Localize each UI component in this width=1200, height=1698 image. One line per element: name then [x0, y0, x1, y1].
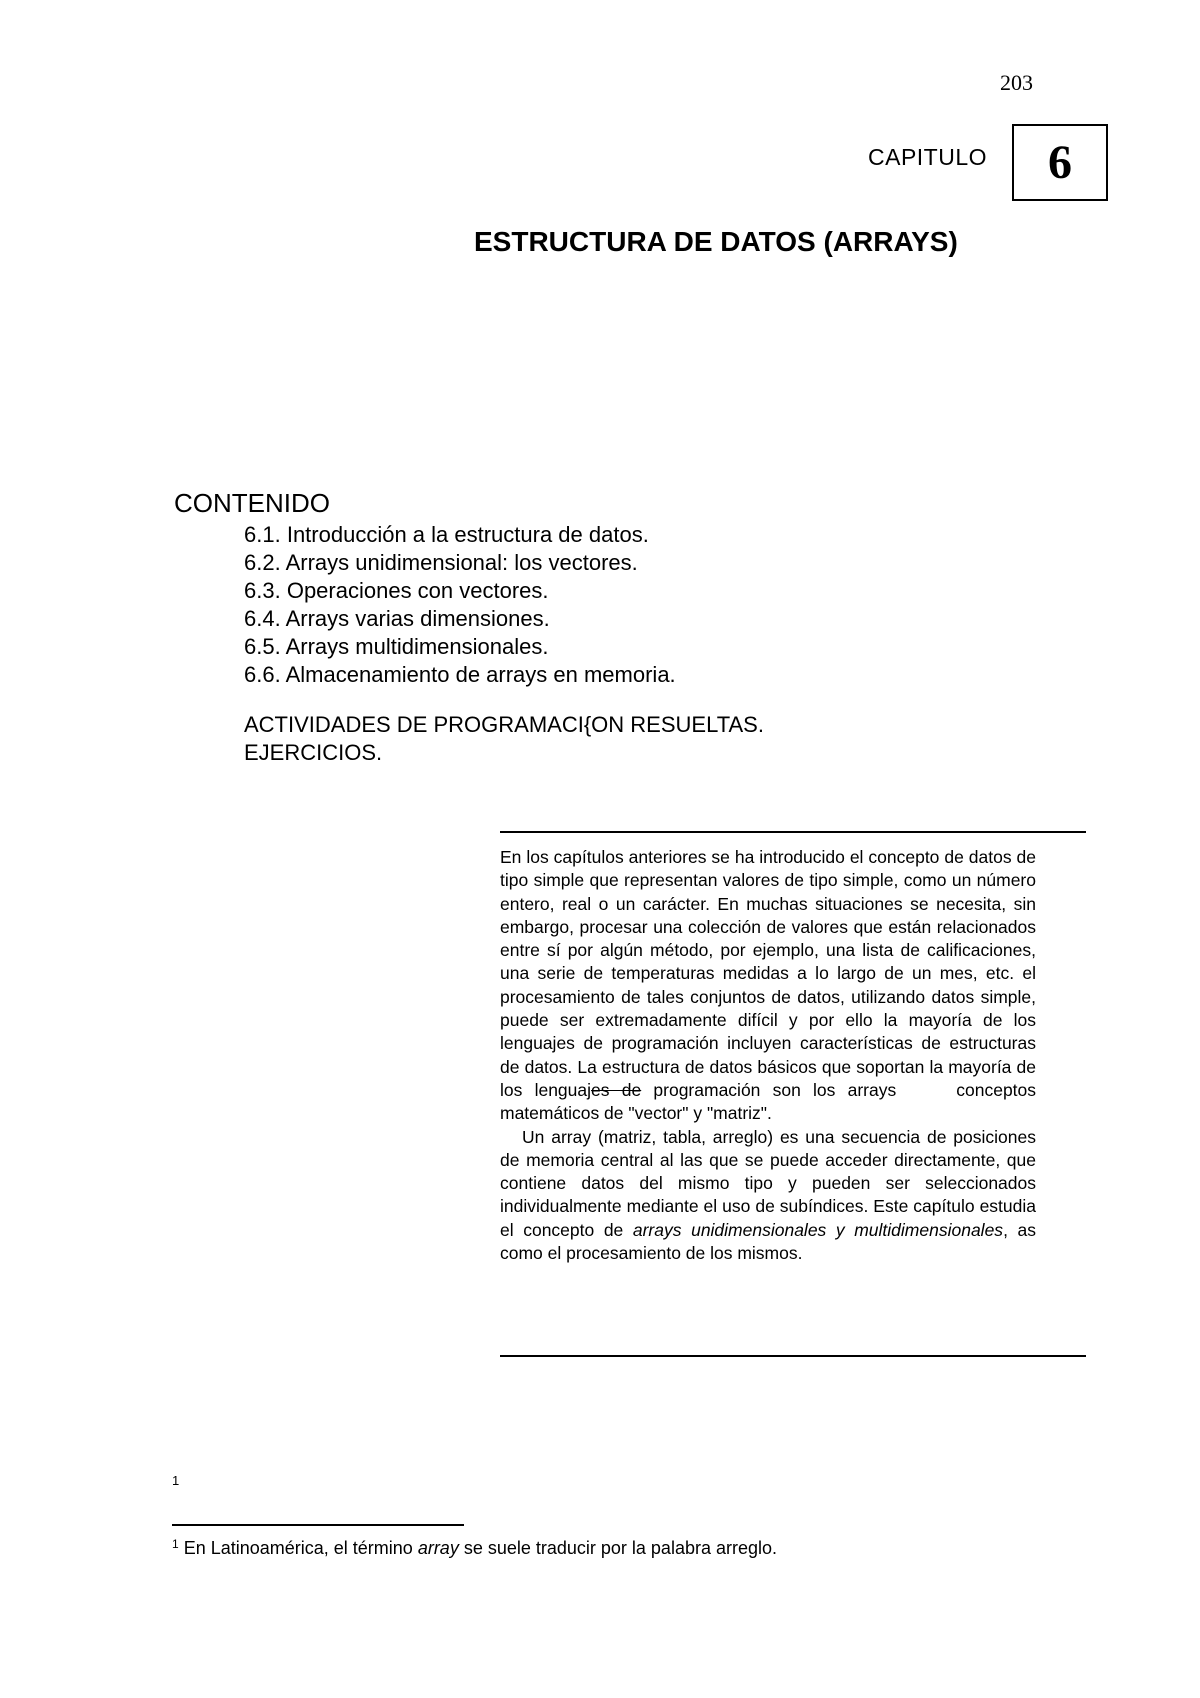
- contents-item: [244, 549, 676, 577]
- contents-item: [244, 633, 676, 661]
- abstract-paragraph-1: [500, 846, 1036, 1126]
- exercises-line: EJERCICIOS.: [244, 740, 383, 765]
- abstract-text: conceptos matemáticos de "vector" y "matriz".: [500, 1079, 1037, 1124]
- contents-item-number: 6.6.: [244, 662, 281, 687]
- contents-item-number: 6.4.: [244, 606, 281, 631]
- chapter-abstract: [500, 846, 1036, 1265]
- contents-item: [244, 661, 676, 689]
- contents-item: [244, 577, 676, 605]
- chapter-label: CAPITULO: [868, 144, 988, 170]
- abstract-top-rule: [500, 831, 1086, 833]
- abstract-text: programación son los arrays: [641, 1079, 897, 1100]
- contents-heading: CONTENIDO: [174, 488, 330, 518]
- contents-item-text: Arrays unidimensional: los vectores.: [285, 550, 638, 575]
- contents-item-number: 6.1.: [244, 522, 281, 547]
- footnote: [172, 1538, 777, 1559]
- footnote-body-marker: 1: [172, 1473, 180, 1488]
- contents-extras: [244, 711, 764, 767]
- contents-item-text: Operaciones con vectores.: [286, 578, 549, 603]
- footnote-rule: [172, 1524, 464, 1526]
- struck-text: es de: [591, 1079, 642, 1100]
- contents-item-text: Almacenamiento de arrays en memoria.: [285, 662, 676, 687]
- contents-item-text: Introducción a la estructura de datos.: [286, 522, 649, 547]
- chapter-title: ESTRUCTURA DE DATOS (ARRAYS): [474, 226, 958, 257]
- contents-item-number: 6.5.: [244, 634, 281, 659]
- abstract-paragraph-2: [500, 1126, 1036, 1266]
- abstract-text: En los capítulos anteriores se ha introducido el concepto de datos de tipo simple que representan valores de tipo simple, como un número entero, real o un carácter. En muchas situaciones se necesita, sin embargo, procesar una colección de valores que están relacionados entre sí por algún método, por ejemplo, una lista de calificaciones, una serie de temperaturas medidas a lo largo de un mes, etc. el procesamiento de tales conjuntos de datos, utilizando datos simple, puede ser extremadamente difícil y por ello la mayoría de los lenguajes de programación incluyen características de estructuras de datos. La estructura de datos básicos que soportan la mayoría de los lenguaj: [500, 847, 1036, 1100]
- footnote-text: En Latinoamérica, el término: [178, 1538, 418, 1558]
- contents-item-number: 6.3.: [244, 578, 281, 603]
- contents-item-text: Arrays multidimensionales.: [285, 634, 549, 659]
- contents-list: [244, 521, 676, 689]
- footnote-marker: 1: [172, 1537, 179, 1551]
- chapter-number-box: [1012, 124, 1108, 201]
- page-number: 203: [1000, 70, 1033, 95]
- contents-item: [244, 605, 676, 633]
- chapter-number: 6: [1048, 136, 1072, 189]
- abstract-text: , as como el procesamiento de los mismos.: [500, 1219, 1036, 1264]
- contents-item: [244, 521, 676, 549]
- footnote-text: se suele traducir por la palabra arreglo.: [458, 1538, 778, 1558]
- abstract-bottom-rule: [500, 1355, 1086, 1357]
- abstract-emphasis: arrays unidimensionales y multidimensionales: [632, 1219, 1004, 1240]
- contents-item-text: Arrays varias dimensiones.: [285, 606, 550, 631]
- footnote-emphasis: array: [417, 1538, 459, 1558]
- contents-item-number: 6.2.: [244, 550, 281, 575]
- activities-line: ACTIVIDADES DE PROGRAMACI{ON RESUELTAS.: [244, 712, 764, 737]
- abstract-text: Un array (matriz, tabla, arreglo) es una secuencia de posiciones de memoria central al las que se puede acceder directamente, que contiene datos del mismo tipo y pueden ser seleccionados individualmente mediante el uso de subíndices. Este capítulo estudia el concepto de: [500, 1126, 1036, 1240]
